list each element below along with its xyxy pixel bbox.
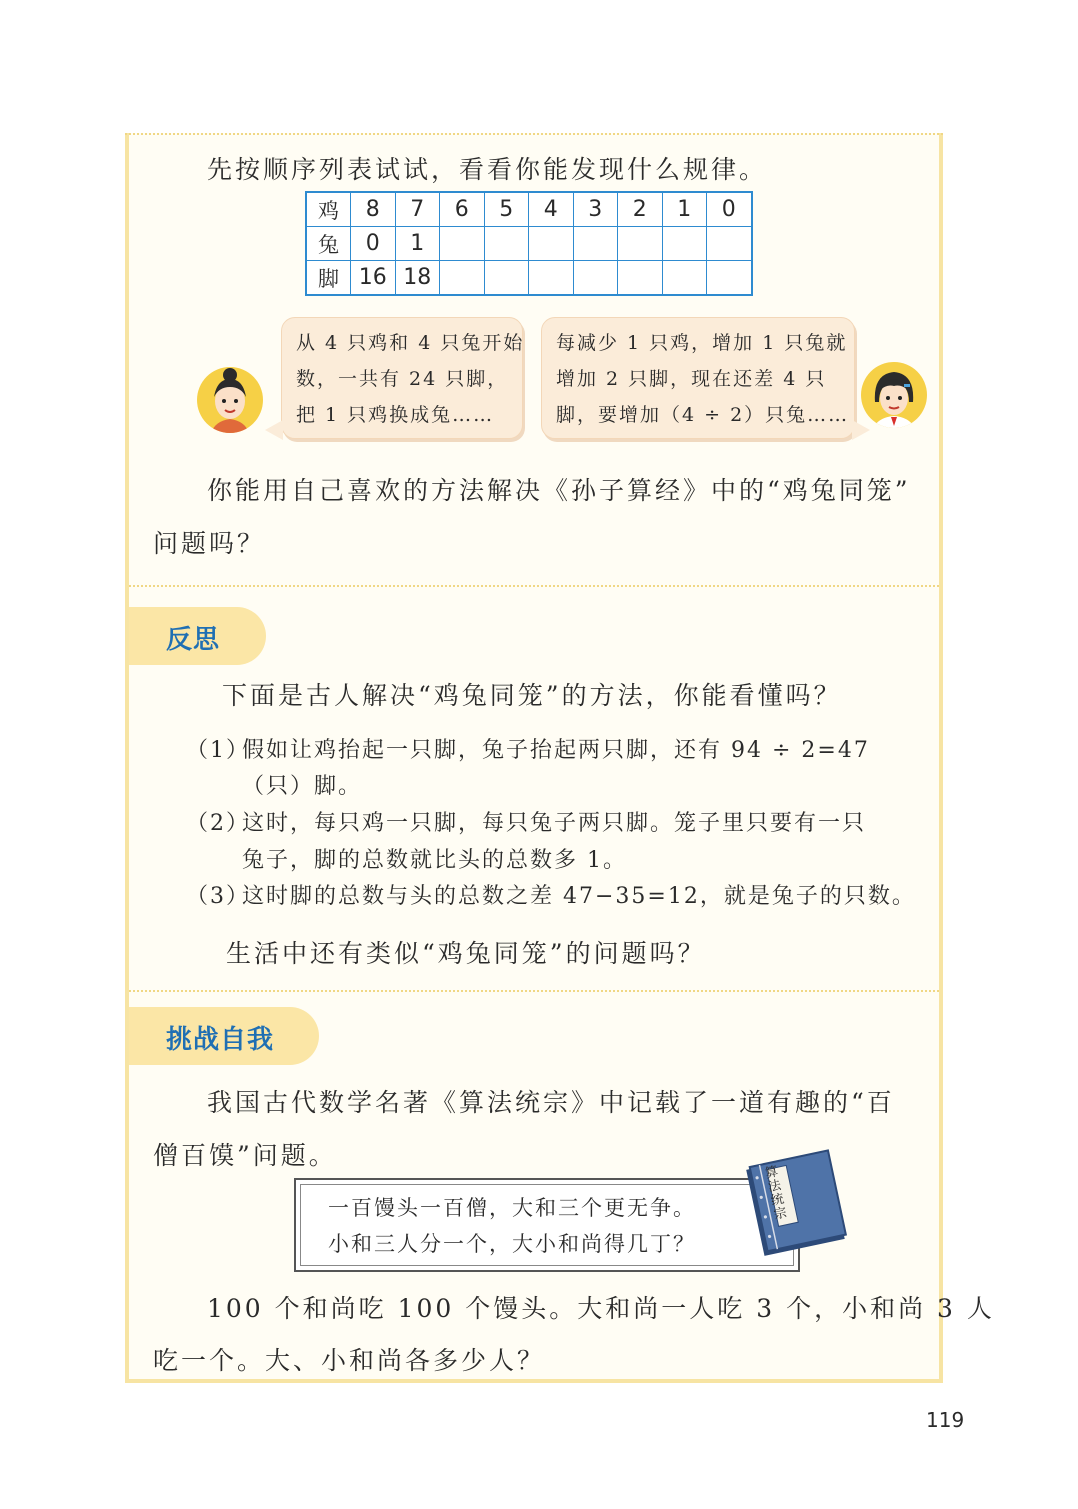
book-icon — [738, 1148, 856, 1256]
bubble-left-line: 从 4 只鸡和 4 只兔开始 — [296, 332, 525, 354]
girl-avatar-left — [197, 367, 263, 433]
question-line: 问题吗？ — [153, 529, 266, 558]
bubble-right-tail — [852, 420, 870, 440]
bubble-left-tail — [265, 420, 283, 440]
table-cell — [707, 261, 752, 296]
table-cell: 1 — [395, 227, 440, 261]
table-row — [306, 261, 752, 296]
bubble-right-line: 增加 2 只脚，现在还差 4 只 — [556, 368, 827, 390]
table-cell — [529, 261, 574, 296]
question-line: 你能用自己喜欢的方法解决《孙子算经》中的“鸡兔同笼” — [207, 476, 911, 505]
list-number: （2） — [186, 811, 250, 836]
table-cell — [662, 261, 707, 296]
table-cell: 18 — [395, 261, 440, 296]
list-number: （3） — [186, 884, 250, 909]
list-item-text: 这时，每只鸡一只脚，每只兔子两只脚。笼子里只要有一只 — [242, 811, 867, 836]
speech-bubble-left — [281, 317, 523, 439]
reflect-intro: 下面是古人解决“鸡兔同笼”的方法，你能看懂吗？ — [222, 681, 842, 710]
table-cell: 0 — [351, 227, 396, 261]
bubble-right-line: 每减少 1 只鸡，增加 1 只兔就 — [556, 332, 848, 354]
table-cell: 7 — [395, 192, 440, 227]
table-cell — [618, 227, 663, 261]
table-cell: 6 — [440, 192, 485, 227]
table-cell: 8 — [351, 192, 396, 227]
table-cell: 3 — [573, 192, 618, 227]
problem-line: 吃一个。大、小和尚各多少人？ — [153, 1346, 546, 1375]
table-cell — [484, 227, 529, 261]
list-item-text: 兔子，脚的总数就比头的总数多 1。 — [242, 848, 627, 873]
poem-box — [294, 1178, 800, 1272]
reflect-title: 反思 — [166, 625, 221, 655]
chicken-rabbit-table — [305, 191, 753, 296]
table-row — [306, 192, 752, 227]
challenge-paragraph-line: 僧百馍”问题。 — [153, 1141, 337, 1170]
intro-text: 先按顺序列表试试，看看你能发现什么规律。 — [207, 155, 768, 184]
table-cell — [662, 227, 707, 261]
bubble-right-line: 脚，要增加（4 ÷ 2）只兔…… — [556, 404, 850, 426]
table-cell: 5 — [484, 192, 529, 227]
speech-bubble-right — [541, 317, 855, 439]
challenge-paragraph-line: 我国古代数学名著《算法统宗》中记载了一道有趣的“百 — [207, 1088, 895, 1117]
list-item-text: （只）脚。 — [242, 774, 363, 799]
table-row — [306, 227, 752, 261]
section-divider — [129, 585, 939, 587]
table-cell: 2 — [618, 192, 663, 227]
poem-line: 一百馒头一百僧，大和三个更无争。 — [328, 1196, 696, 1220]
table-cell — [573, 227, 618, 261]
table-cell — [573, 261, 618, 296]
challenge-title: 挑战自我 — [166, 1025, 275, 1055]
table-cell: 1 — [662, 192, 707, 227]
girl-avatar-right — [861, 362, 927, 428]
table-cell — [440, 227, 485, 261]
table-cell: 4 — [529, 192, 574, 227]
book-title: 算法统宗 — [763, 1164, 789, 1223]
problem-line: 100 个和尚吃 100 个馒头。大和尚一人吃 3 个，小和尚 3 人 — [207, 1294, 995, 1323]
page-number: 119 — [926, 1408, 965, 1432]
reflect-question: 生活中还有类似“鸡兔同笼”的问题吗？ — [226, 939, 706, 968]
bubble-left-line: 把 1 只鸡换成兔…… — [296, 404, 495, 426]
table-cell — [484, 261, 529, 296]
table-cell — [440, 261, 485, 296]
row-label-rabbit: 兔 — [306, 227, 351, 261]
section-divider — [129, 990, 939, 992]
list-number: （1） — [186, 738, 250, 763]
row-label-chicken: 鸡 — [306, 192, 351, 227]
table-cell — [707, 227, 752, 261]
bubble-left-line: 数，一共有 24 只脚， — [296, 368, 509, 390]
table-cell — [618, 261, 663, 296]
frame-top-border — [125, 133, 943, 135]
list-item-text: 这时脚的总数与头的总数之差 47−35=12，就是兔子的只数。 — [242, 884, 916, 909]
poem-line: 小和三人分一个，大小和尚得几丁？ — [328, 1232, 696, 1256]
table-cell: 16 — [351, 261, 396, 296]
list-item-text: 假如让鸡抬起一只脚，兔子抬起两只脚，还有 94 ÷ 2=47 — [242, 738, 870, 763]
row-label-feet: 脚 — [306, 261, 351, 296]
table-cell: 0 — [707, 192, 752, 227]
table-cell — [529, 227, 574, 261]
